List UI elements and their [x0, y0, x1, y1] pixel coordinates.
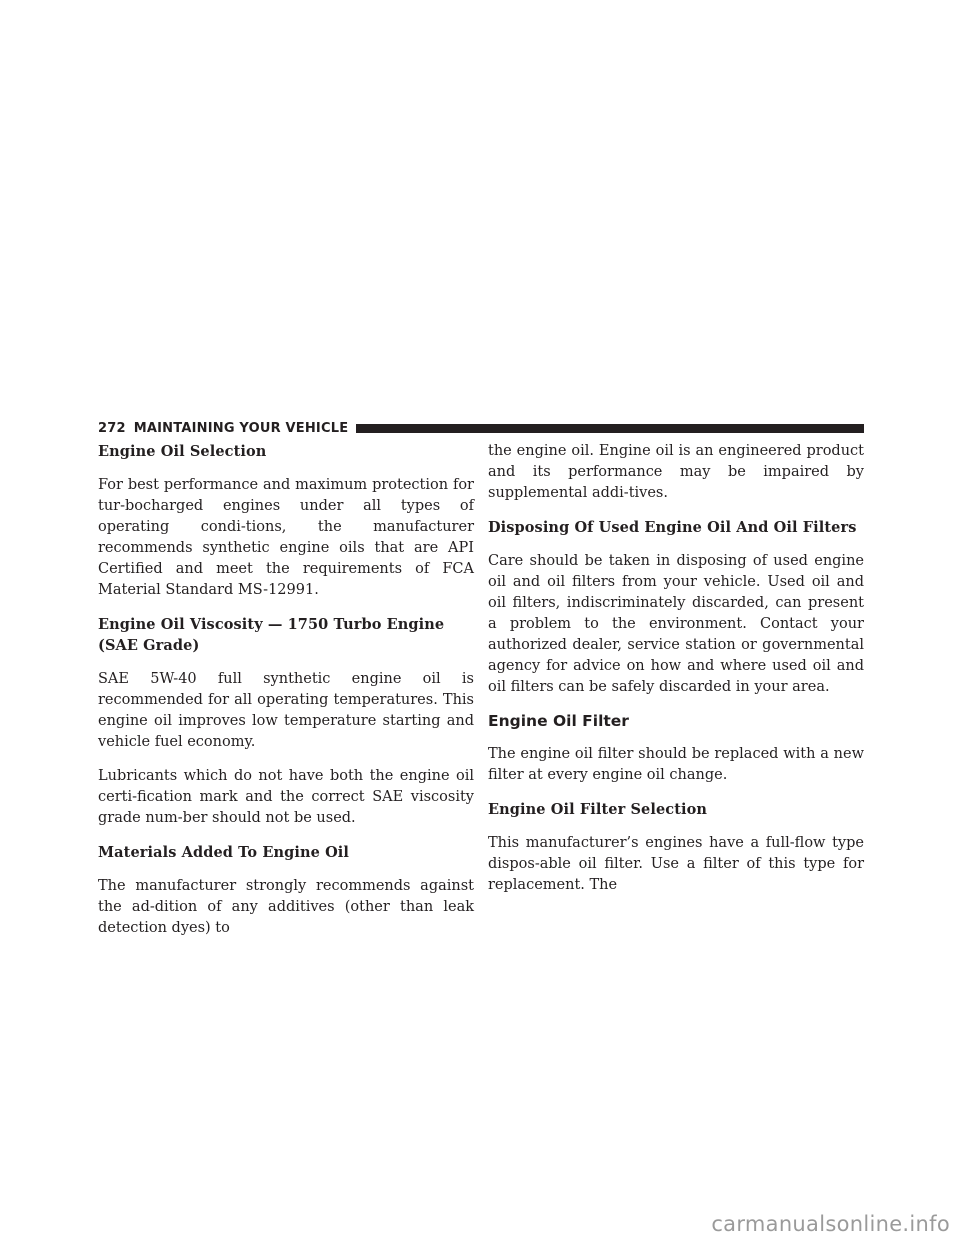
right-column	[488, 441, 864, 896]
left-column	[98, 441, 474, 939]
heading-oil-viscosity: Engine Oil Viscosity — 1750 Turbo Engine (SAE Grade)	[98, 616, 445, 654]
paragraph-filter-selection: This manufacturer’s engines have a full-flow type dispos-able oil filter. Use a filter of this type for replacement. The	[488, 835, 864, 893]
heading-materials-added: Materials Added To Engine Oil	[98, 844, 350, 861]
page-header	[98, 418, 864, 438]
paragraph-filter-replace: The engine oil filter should be replaced with a new filter at every engine oil change.	[488, 746, 864, 783]
heading-disposing: Disposing Of Used Engine Oil And Oil Filters	[488, 519, 857, 536]
paragraph-disposing: Care should be taken in disposing of used engine oil and oil filters from your vehicle. Used oil and oil filters, indiscriminately discarded, can present a problem to the environment. Contact your authorized dealer, service station or governmental agency for advice on how and where used oil and oil filters can be safely discarded in your area.	[488, 553, 864, 695]
paragraph-additives: The manufacturer strongly recommends against the ad-dition of any additives (other than leak detection dyes) to	[98, 878, 474, 936]
section-title: MAINTAINING YOUR VEHICLE	[133, 420, 349, 436]
paragraph-oil-selection: For best performance and maximum protection for tur-bocharged engines under all types of operating condi-tions, the manufacturer recommends synthetic engine oils that are API Certified and meet the requirements of FCA Material Standard MS-12991.	[98, 477, 474, 598]
heading-engine-oil-selection: Engine Oil Selection	[98, 443, 267, 460]
paragraph-engineered-product: the engine oil. Engine oil is an engineered product and its performance may be impaired by supplemental addi-tives.	[488, 443, 864, 501]
paragraph-lubricants: Lubricants which do not have both the engine oil certi-fication mark and the correct SAE viscosity grade num-ber should not be used.	[98, 768, 474, 826]
paragraph-viscosity: SAE 5W-40 full synthetic engine oil is recommended for all operating temperatures. This engine oil improves low temperature starting and vehicle fuel economy.	[98, 671, 474, 750]
header-rule	[356, 424, 864, 433]
page-number: 272	[98, 420, 126, 436]
watermark: carmanualsonline.info	[711, 1212, 950, 1236]
section-heading-oil-filter: Engine Oil Filter	[488, 712, 629, 730]
heading-filter-selection: Engine Oil Filter Selection	[488, 801, 708, 818]
